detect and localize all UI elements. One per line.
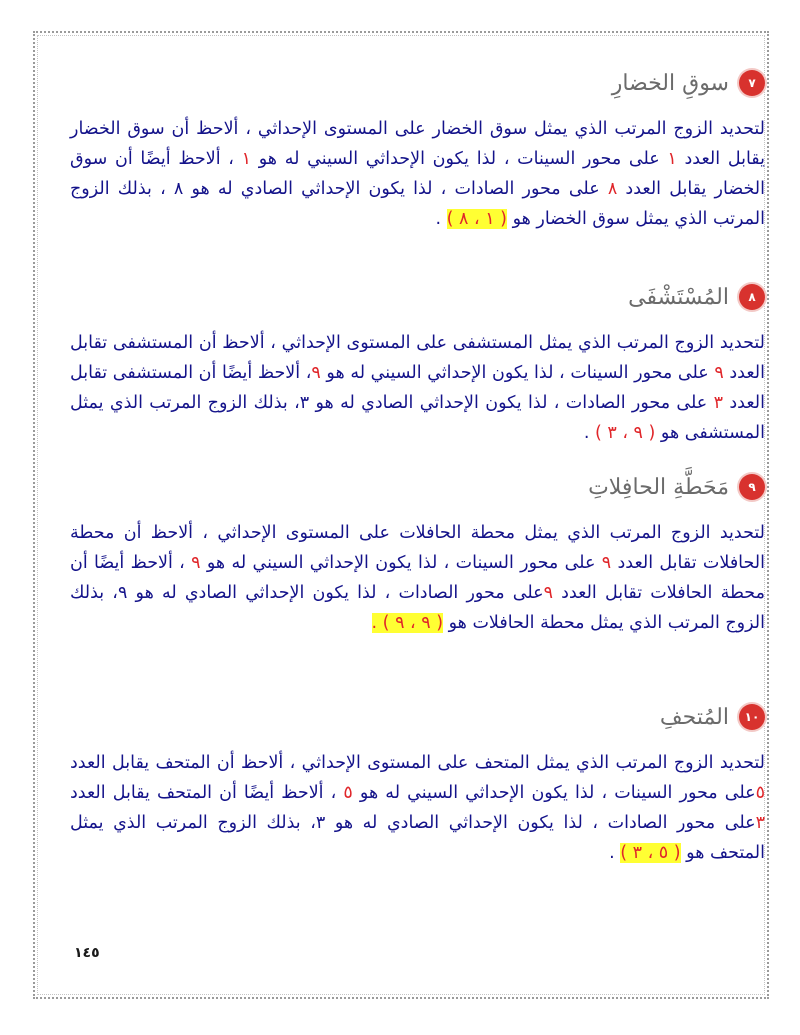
text-run: لتحديد الزوج المرتب الذي يمثل المتحف على المستوى الإحداثي ، ألاحظ أن المتحف يقابل العدد xyxy=(70,753,765,773)
section-bus-station xyxy=(70,470,765,656)
number-emphasis: ٨ xyxy=(607,179,618,199)
section-paragraph xyxy=(70,114,765,234)
text-run: . xyxy=(583,423,595,443)
text-run: على محور الصادات ، لذا يكون الإحداثي الصادي له هو ٣، بذلك الزوج المرتب الذي يمثل المتحف هو xyxy=(70,813,765,863)
number-emphasis: ٩ xyxy=(601,553,612,573)
text-run: على محور الصادات ، لذا يكون الإحداثي الصادي له هو ٣، بذلك الزوج المرتب الذي يمثل المستشفى هو xyxy=(70,393,765,443)
section-number-badge: ٧ xyxy=(739,70,765,96)
section-heading xyxy=(70,470,765,504)
text-run: ، ألاحظ أيضًا أن محطة الحافلات تقابل العدد xyxy=(70,553,765,603)
section-paragraph xyxy=(70,328,765,448)
section-heading xyxy=(70,280,765,314)
text-run: على محور الصادات ، لذا يكون الإحداثي الصادي له هو ٨ ، بذلك الزوج المرتب الذي يمثل سوق الخضار هو xyxy=(70,179,765,229)
section-title: المُسْتَشْفَى xyxy=(628,284,729,310)
section-title: سوقِ الخضارِ xyxy=(611,70,729,96)
number-emphasis: ٩ xyxy=(714,363,724,383)
text-run: لتحديد الزوج المرتب الذي يمثل المستشفى على المستوى الإحداثي ، ألاحظ أن المستشفى تقابل العدد xyxy=(70,333,765,383)
page-number: ١٤٥ xyxy=(74,945,100,961)
text-run: على محور الصادات ، لذا يكون الإحداثي الصادي له هو ٩، بذلك الزوج المرتب الذي يمثل محطة الحافلات هو xyxy=(70,583,765,633)
text-run: . xyxy=(435,209,447,229)
section-title: المُتحفِ xyxy=(659,704,729,730)
answer-highlight: ( ٥ ، ٣ ) xyxy=(620,843,681,863)
section-heading xyxy=(70,700,765,734)
number-emphasis: ١ xyxy=(241,149,252,169)
text-run: ، ألاحظ أيضًا أن المستشفى تقابل العدد xyxy=(70,363,765,413)
number-emphasis: ٩ xyxy=(311,363,321,383)
text-run: على محور السينات ، لذا يكون الإحداثي السيني له هو xyxy=(200,553,602,573)
section-number-badge: ٩ xyxy=(739,474,765,500)
text-run: ، ألاحظ أيضًا أن سوق الخضار يقابل العدد xyxy=(70,149,765,199)
number-emphasis: ١ xyxy=(667,149,677,169)
text-run: لتحديد الزوج المرتب الذي يمثل سوق الخضار على المستوى الإحداثي ، ألاحظ أن سوق الخضار يقابل العدد xyxy=(70,119,765,169)
text-run: على محور السينات ، لذا يكون الإحداثي السيني له هو xyxy=(251,149,668,169)
number-emphasis: ٩ xyxy=(191,553,201,573)
section-heading xyxy=(70,66,765,100)
answer-highlight: ( ١ ، ٨ ) xyxy=(446,209,507,229)
text-run: . xyxy=(609,843,621,863)
section-number-badge: ١٠ xyxy=(739,704,765,730)
number-emphasis: ٣ xyxy=(755,813,765,833)
number-emphasis: ٥ xyxy=(755,783,765,803)
text-run: لتحديد الزوج المرتب الذي يمثل محطة الحافلات على المستوى الإحداثي ، ألاحظ أن محطة الحافلات تقابل العدد xyxy=(70,523,766,573)
text-run: على محور السينات ، لذا يكون الإحداثي السيني له هو xyxy=(352,783,756,803)
number-emphasis: ٩ xyxy=(543,583,554,603)
number-emphasis: ٥ xyxy=(343,783,353,803)
text-run: على محور السينات ، لذا يكون الإحداثي السيني له هو xyxy=(320,363,715,383)
number-emphasis: ٣ xyxy=(713,393,724,413)
section-hospital xyxy=(70,280,765,466)
text-run: ، ألاحظ أيضًا أن المتحف يقابل العدد xyxy=(70,783,344,803)
section-number-badge: ٨ xyxy=(739,284,765,310)
section-museum xyxy=(70,700,765,886)
answer-highlight: ( ٩ ، ٩ ) . xyxy=(371,613,444,633)
section-vegetable-market xyxy=(70,66,765,252)
section-title: مَحَطَّةِ الحافِلاتِ xyxy=(588,474,729,500)
section-paragraph xyxy=(70,518,765,638)
section-paragraph xyxy=(70,748,765,868)
number-emphasis: ( ٩ ، ٣ ) xyxy=(594,423,656,443)
